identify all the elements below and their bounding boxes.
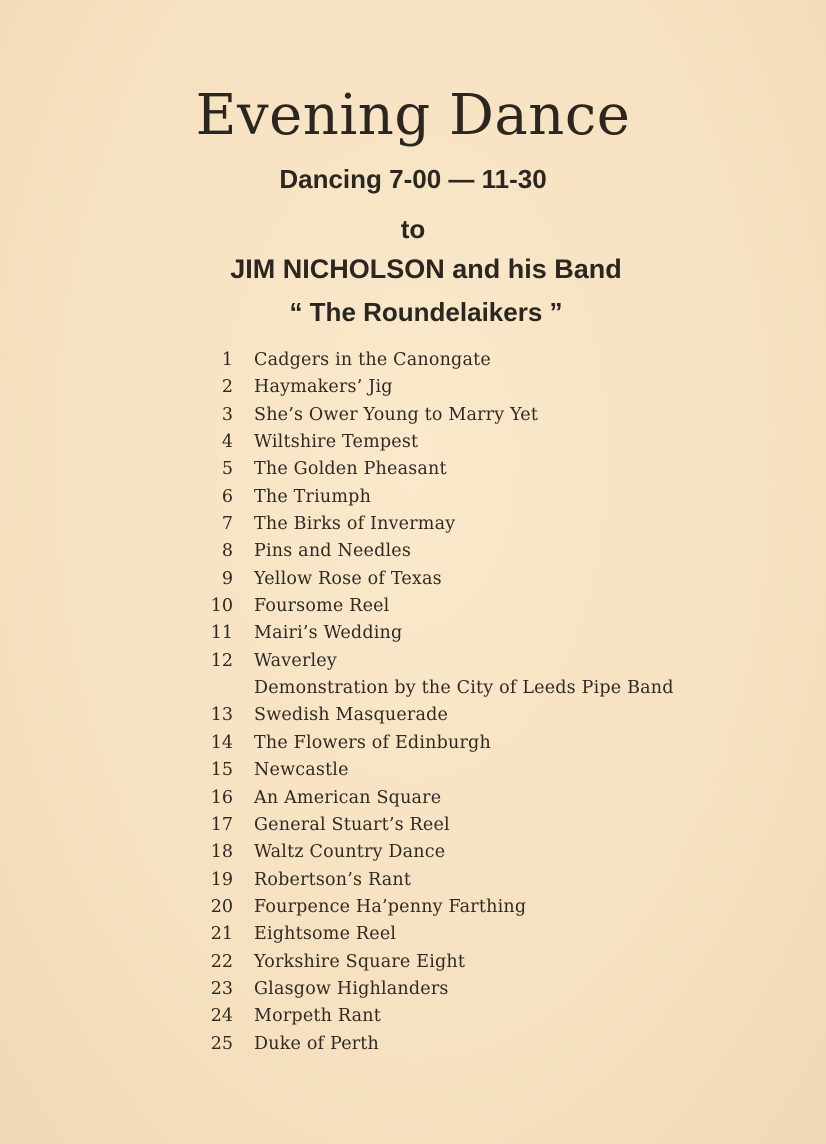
programme-row: [200, 648, 760, 675]
programme-row: [200, 456, 760, 483]
dance-number: 7: [221, 514, 233, 535]
dance-title: An American Square: [254, 787, 442, 808]
dance-title: The Golden Pheasant: [254, 459, 447, 480]
dance-title: Yorkshire Square Eight: [254, 951, 466, 972]
dance-title: Mairi’s Wedding: [254, 623, 403, 644]
programme-row: [200, 538, 760, 565]
programme-row: [200, 566, 760, 593]
dance-title: The Flowers of Edinburgh: [254, 732, 491, 753]
dance-title: Robertson’s Rant: [254, 869, 412, 890]
dance-number: 4: [221, 432, 233, 453]
dance-number: 2: [221, 377, 233, 398]
programme-row: [200, 402, 760, 429]
dance-title: Newcastle: [254, 760, 349, 781]
dance-number: 12: [210, 650, 233, 671]
programme-row: [200, 839, 760, 866]
dance-number: 18: [210, 842, 233, 863]
dance-programme-list: [200, 347, 760, 1058]
dance-title: Cadgers in the Canongate: [254, 350, 491, 370]
dance-number: 17: [210, 814, 233, 835]
dance-title: Yellow Rose of Texas: [254, 568, 442, 589]
programme-row: [200, 976, 760, 1003]
demonstration-note: Demonstration by the City of Leeds Pipe Band: [254, 678, 674, 699]
programme-row: [200, 757, 760, 784]
dance-title: Morpeth Rant: [254, 1006, 381, 1027]
dance-title: She’s Ower Young to Marry Yet: [254, 404, 539, 425]
dance-number: 1: [221, 350, 233, 370]
programme-row: [200, 1003, 760, 1030]
dance-title: General Stuart’s Reel: [254, 814, 450, 835]
dance-number: 16: [210, 787, 233, 808]
programme-row: [200, 511, 760, 538]
page-title: Evening Dance: [195, 83, 631, 148]
dance-number: 21: [210, 924, 233, 945]
programme-row: [200, 867, 760, 894]
programme-row-interval: [200, 675, 760, 702]
programme-row: [200, 730, 760, 757]
dance-number: 8: [221, 541, 233, 562]
programme-row: [200, 374, 760, 401]
programme-row: [200, 702, 760, 729]
dance-number: 13: [210, 705, 233, 726]
dance-number: 20: [210, 896, 233, 917]
dance-title: Wiltshire Tempest: [254, 432, 419, 453]
dance-number: 3: [221, 404, 233, 425]
dance-number: 10: [210, 596, 233, 617]
programme-row: [200, 785, 760, 812]
dance-number: 14: [210, 732, 233, 753]
dance-title: Haymakers’ Jig: [254, 377, 393, 398]
programme-row: [200, 347, 760, 374]
to-label: to: [400, 214, 426, 244]
dance-number: 9: [221, 568, 233, 589]
dance-title: Waltz Country Dance: [254, 842, 446, 863]
dance-number: 19: [210, 869, 233, 890]
programme-row: [200, 894, 760, 921]
dance-title: Waverley: [254, 650, 337, 671]
dance-number: 6: [221, 486, 233, 507]
programme-row: [200, 620, 760, 647]
dance-title: The Birks of Invermay: [254, 514, 456, 535]
dance-title: Foursome Reel: [254, 596, 390, 617]
programme-row: [200, 812, 760, 839]
dance-number: 15: [210, 760, 233, 781]
dance-number: 24: [210, 1006, 233, 1027]
programme-row: [200, 429, 760, 456]
dance-title: Eightsome Reel: [254, 924, 397, 945]
dance-number: 22: [210, 951, 233, 972]
programme-row: [200, 593, 760, 620]
dance-title: Glasgow Highlanders: [254, 978, 449, 999]
dance-number: 5: [221, 459, 233, 480]
band-name: “ The Roundelaikers ”: [289, 297, 563, 327]
programme-row: [200, 1031, 760, 1058]
dance-number: 25: [210, 1033, 233, 1054]
band-leader: JIM NICHOLSON and his Band: [230, 254, 622, 284]
dancing-time: Dancing 7-00 — 11-30: [279, 164, 547, 194]
programme-row: [200, 921, 760, 948]
dance-number: 23: [210, 978, 233, 999]
programme-row: [200, 484, 760, 511]
dance-title: Pins and Needles: [254, 541, 412, 562]
dance-title: The Triumph: [254, 486, 372, 507]
dance-title: Duke of Perth: [254, 1033, 380, 1054]
dance-number: 11: [210, 623, 233, 644]
dance-title: Swedish Masquerade: [254, 705, 449, 726]
programme-row: [200, 949, 760, 976]
dance-title: Fourpence Ha’penny Farthing: [254, 896, 527, 917]
